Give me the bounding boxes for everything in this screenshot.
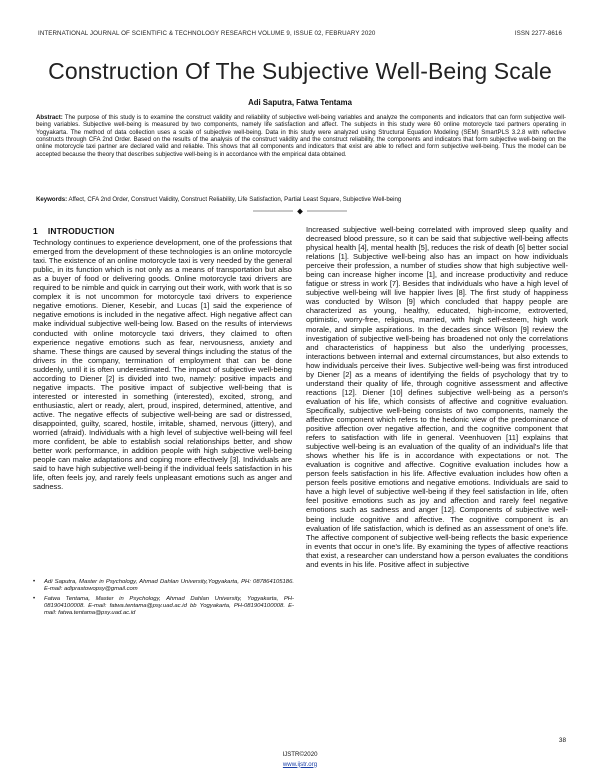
section-heading xyxy=(33,227,292,236)
issn-label: ISSN 2277-8616 xyxy=(514,30,562,37)
keywords-label: Keywords: xyxy=(36,196,68,203)
section-number: 1 xyxy=(33,226,38,236)
footnote-text: Fatwa Tentama, Master in Psychology, Ahmad Dahlan University, Yogyakarta, PH-081904100008. E-mail: fatwa.tentama@psy.uad.ac.id bb Yogyakarta, PH-081904100008. E-mail: fatwa.tentama@psy.uad.ac.id xyxy=(44,595,294,616)
footnote-item xyxy=(24,579,294,594)
divider-diamond-icon: ◆ xyxy=(297,207,303,215)
intro-paragraph-right: Increased subjective well-being correlated with improved sleep quality and decreased blood pressure, so it can be said that subjective well-being affects physical health [4], mental health [5], reduces the risk of death [6] better social relations [1]. Subjective well-being also has an impact on how individuals perceive their profession, a number of studies show that high subjective well-being can increase higher income [1], and increase productivity and reduce fatigue or stress in work [7]. Besides that individuals who have a high level of subjective well-being will live happier lives [8]. The first study of happiness was conducted by Wilson [9] which concluded that happy people are characterized as young, healthy, educated, high-income, extroverted, optimistic, worry-free, religious, married, with high self-esteem, high work morale, and simple aspirations. In the decades since Wilson [9] review the investigation of subjective well-being has broadened not only the correlations and characteristics of happiness but also the underlying processes, interactions between internal and external circumstances, but also extends to how individuals perceive their lives. Subjective well-being was first introduced by Diener [2] as a means of identifying the fields of psychology that try to understand their quality of life, through cognitive assessment and affective reactions [12]. Diener [10] defines subjective well-being as a person's evaluation of his life, which consists of affective and cognitive evaluation. Specifically, subjective well-being consists of two components, namely the affective component which refers to the hedonic view of the predominance of positive affection over negative affection, and the cognitive component that refers to satisfaction with life in general. Veenhuoven [11] explains that subjective well-being is an evaluation of the quality of an individual's life that shows whether his life is in accordance with expectations or not. The evaluation is cognitive and affective. Cognitive evaluation includes how a person feels satisfaction in his life. Affective evaluation includes how often a person feels positive emotions and negative emotions. Individuals are said to have a high level of subjective well-being if they feel satisfaction in life, often feel positive emotions such as joy and affection and rarely feel negative emotions such as sadness and anger [12]. Components of subjective well-being include cognitive and affective. The cognitive component is an evaluation of life satisfaction, which is defined as an assessment of one's life. The affective component of subjective well-being reflects the basic experience in events that occur in one's life. By examining the types of affective reactions that exist, a researcher can understand how a person evaluates the conditions and events in his life. Positive affect in subjective xyxy=(306,225,568,569)
author-list: Adi Saputra, Fatwa Tentama xyxy=(248,98,352,107)
right-column xyxy=(306,225,568,757)
section-title: INTRODUCTION xyxy=(47,226,115,236)
section-divider xyxy=(0,207,600,215)
abstract-label: Abstract: xyxy=(36,114,63,121)
page-footer xyxy=(0,750,600,769)
abstract xyxy=(36,114,566,158)
bullet-icon: • xyxy=(32,595,36,602)
intro-paragraph-left: Technology continues to experience development, one of the professions that emerged from the development of these technologies is an online motorcycle taxi. The existence of an online motorcycle taxi is very needed by the general public, in its function which is not only as a means of transportation but also as a buyer of food or delivering goods. Online motorcycle taxi drivers are required to be nimble and quick in carrying out their work, with work that is so complex it is not uncommon for motorcycle taxi drivers to experience negative emotions. Diener, Kesebir, and Lucas [1] said the experience of negative emotions is included in the negative affect. High negative affect can make individual subjective well-being low. Based on the results of interviews conducted with online motorcycle taxi drivers, they claimed to often experience negative emotions such as fear, nervousness, anxiety and shame. These things are caused by several things including the status of the drivers in the company, termination of employment that can be done suddenly, until it is often underestimated. The impact of subjective well-being according to Diener [2] is divided into two, namely: positive impacts and negative impacts. The positive impact of subjective well-being that is interested or interested in something (interested), excited, strong, and enthusiastic, alert or ready, alert, proud, inspired, determined, attentive, and active. The negative effects of subjective well-being are sad or distressed, disappointed, guilty, scared, hostile, irritable, shamed, nervous (jittery), and worried (afraid). Individuals with a high level of subjective well-being will feel more confident, be able to establish social relationships better, and show better work performance, in addition people with high subjective well-being people can make adaptations and coping more effectively [3]. Individuals are said to have high subjective well-being if the individual feels satisfaction in his life, often feels joy, and rarely feels unpleasant emotions such as anger and sadness. xyxy=(33,238,292,492)
footnote-text: Adi Saputra, Master in Psychology, Ahmad Dahlan University,Yogyakarta, PH: 087864105186. E-mail: adiprastowopsy@gmail.com xyxy=(44,579,294,593)
bullet-icon: • xyxy=(32,579,36,585)
left-column xyxy=(33,227,292,491)
keywords xyxy=(36,196,566,203)
footnote-item xyxy=(24,596,294,618)
running-header xyxy=(38,30,562,37)
paper-title: Construction Of The Subjective Well-Being Scale xyxy=(48,58,552,84)
author-footnotes xyxy=(24,579,294,619)
abstract-text: The purpose of this study is to examine the construct validity and reliability of subjective well-being variables and analyze the components and indicators that can form subjective well-being variables. Subjective well-being is measured by two components, namely life satisfaction and affect. The subjects in this study were 60 online motorcycle taxi partners operating in Yogyakarta. The method of data collection uses a scale of subjective well-being. Data in this study were analyzed using Structural Equation Modeling (SEM) SmartPLS 3.2.8 with reflective constructs through CFA 2nd Order. Based on the results of the analysis of the construct validity and the construct reliability, the components and indicators that form subjective well-being on the online motorcycle taxi partner are declared valid and reliable. This shows that all components and indicators that exist are able to reflect and form subjective well-being. Thus the model can be accepted because the theory that describes subjective well-being is in accordance with the empirical data obtained. xyxy=(36,114,566,158)
page-number: 38 xyxy=(558,737,566,744)
journal-header: INTERNATIONAL JOURNAL OF SCIENTIFIC & TECHNOLOGY RESEARCH VOLUME 9, ISSUE 02, FEBRUARY 2020 xyxy=(38,30,376,37)
copyright-id: IJSTR©2020 xyxy=(282,751,318,758)
journal-link[interactable]: www.ijstr.org xyxy=(282,760,318,768)
keywords-text: Affect, CFA 2nd Order, Construct Validity, Construct Reliability, Life Satisfaction, Partial Least Square, Subjective Well-being xyxy=(67,196,402,203)
